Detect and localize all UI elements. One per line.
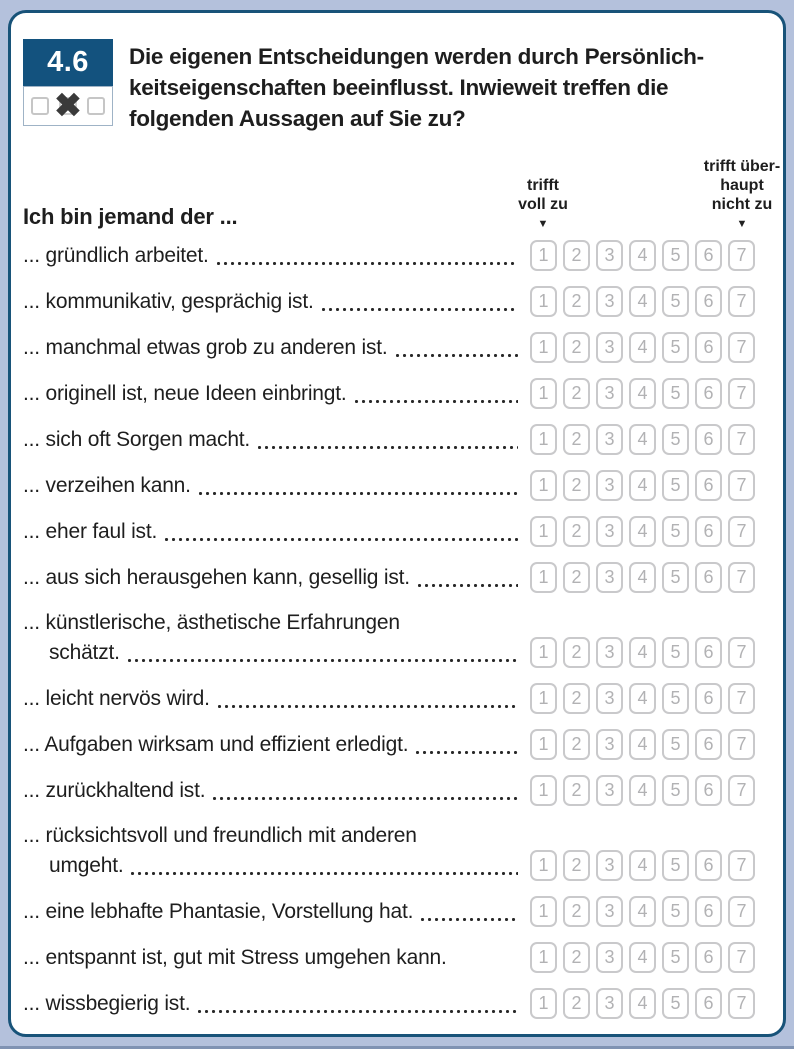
questionnaire-item <box>23 775 755 806</box>
scale-option[interactable]: 7 <box>728 850 755 881</box>
scale-option[interactable]: 7 <box>728 562 755 593</box>
item-statement <box>23 776 522 806</box>
questionnaire-item <box>23 516 755 547</box>
item-line-2 <box>23 638 522 668</box>
scale-option[interactable]: 2 <box>563 332 590 363</box>
scale-option[interactable]: 5 <box>662 562 689 593</box>
item-statement <box>23 425 522 455</box>
scale-option[interactable]: 4 <box>629 775 656 806</box>
scale-option[interactable]: 1 <box>530 729 557 760</box>
scale-option[interactable]: 1 <box>530 424 557 455</box>
dotted-leader <box>322 308 518 311</box>
questionnaire-item <box>23 470 755 501</box>
scale-label-right-line: nicht zu <box>711 196 773 213</box>
questionnaire-item <box>23 942 755 973</box>
scale-option[interactable]: 4 <box>629 988 656 1019</box>
scale-option[interactable]: 7 <box>728 332 755 363</box>
scale-option[interactable]: 7 <box>728 729 755 760</box>
scale-option[interactable]: 2 <box>563 470 590 501</box>
question-title-line: Die eigenen Entscheidungen werden durch Persönlich- <box>129 44 704 69</box>
scale-option[interactable]: 5 <box>662 850 689 881</box>
scale-option[interactable]: 6 <box>695 775 722 806</box>
scale-option[interactable]: 2 <box>563 562 590 593</box>
item-text: ... entspannt ist, gut mit Stress umgehen kann. <box>23 946 447 969</box>
scale-option[interactable]: 7 <box>728 424 755 455</box>
scale-options <box>530 240 755 271</box>
scale-option[interactable]: 6 <box>695 683 722 714</box>
scale-option[interactable]: 3 <box>596 942 623 973</box>
scale-option[interactable]: 1 <box>530 378 557 409</box>
scale-option[interactable]: 4 <box>629 850 656 881</box>
scale-options <box>530 332 755 363</box>
scale-options <box>530 988 755 1019</box>
down-arrow-icon: ▼ <box>537 218 549 230</box>
scale-options <box>530 896 755 927</box>
scale-option[interactable]: 3 <box>596 286 623 317</box>
scale-option[interactable]: 2 <box>563 988 590 1019</box>
item-line-1 <box>23 241 522 271</box>
dotted-leader <box>165 538 518 541</box>
scale-option[interactable]: 5 <box>662 637 689 668</box>
scale-option[interactable]: 3 <box>596 683 623 714</box>
scale-option[interactable]: 4 <box>629 332 656 363</box>
scale-options <box>530 562 755 593</box>
scale-option[interactable]: 7 <box>728 378 755 409</box>
item-statement <box>23 287 522 317</box>
item-line-2 <box>23 851 522 881</box>
dotted-leader <box>416 751 518 754</box>
scale-options <box>530 470 755 501</box>
empty-checkbox-icon <box>31 97 49 115</box>
scale-option[interactable]: 2 <box>563 896 590 927</box>
scale-option[interactable]: 6 <box>695 637 722 668</box>
scale-option[interactable]: 2 <box>563 775 590 806</box>
item-text: ... rücksichtsvoll und freundlich mit anderen <box>23 824 417 847</box>
item-line-1 <box>23 943 522 973</box>
scale-option[interactable]: 4 <box>629 240 656 271</box>
scale-option[interactable]: 1 <box>530 286 557 317</box>
scale-option[interactable]: 5 <box>662 896 689 927</box>
scale-labels-anchor <box>518 138 781 230</box>
item-statement <box>23 471 522 501</box>
scale-option[interactable]: 3 <box>596 516 623 547</box>
item-statement <box>23 989 522 1019</box>
scale-option[interactable]: 3 <box>596 470 623 501</box>
scale-option[interactable]: 2 <box>563 637 590 668</box>
scale-option[interactable]: 3 <box>596 240 623 271</box>
dotted-leader <box>218 705 518 708</box>
item-text: ... Aufgaben wirksam und effizient erledigt. <box>23 733 409 756</box>
scale-options <box>530 637 755 668</box>
scale-option[interactable]: 3 <box>596 850 623 881</box>
item-text: ... kommunikativ, gesprächig ist. <box>23 290 314 313</box>
scale-option[interactable]: 1 <box>530 896 557 927</box>
scale-option[interactable]: 4 <box>629 683 656 714</box>
scale-option[interactable]: 3 <box>596 988 623 1019</box>
scale-option[interactable]: 5 <box>662 424 689 455</box>
scale-option[interactable]: 6 <box>695 286 722 317</box>
scale-option[interactable]: 4 <box>629 378 656 409</box>
item-statement <box>23 379 522 409</box>
scale-options <box>530 286 755 317</box>
scale-label-left-line: trifft <box>527 177 559 194</box>
scale-option[interactable]: 1 <box>530 332 557 363</box>
questionnaire-item <box>23 332 755 363</box>
scale-option[interactable]: 2 <box>563 942 590 973</box>
item-statement <box>23 333 522 363</box>
item-text: ... wissbegierig ist. <box>23 992 191 1015</box>
scale-option[interactable]: 6 <box>695 378 722 409</box>
scale-options <box>530 378 755 409</box>
item-text: ... gründlich arbeitet. <box>23 244 209 267</box>
scale-header <box>23 138 781 230</box>
question-title-line: folgenden Aussagen auf Sie zu? <box>129 106 466 131</box>
item-statement <box>23 821 522 881</box>
item-text: ... originell ist, neue Ideen einbringt. <box>23 382 347 405</box>
scale-option[interactable]: 7 <box>728 286 755 317</box>
scale-option[interactable]: 7 <box>728 775 755 806</box>
scale-option[interactable]: 5 <box>662 942 689 973</box>
scale-option[interactable]: 5 <box>662 378 689 409</box>
scale-option[interactable]: 4 <box>629 562 656 593</box>
scale-option[interactable]: 5 <box>662 729 689 760</box>
scale-option[interactable]: 7 <box>728 470 755 501</box>
dotted-leader <box>213 797 518 800</box>
item-statement <box>23 517 522 547</box>
scale-option[interactable]: 2 <box>563 850 590 881</box>
item-line-1 <box>23 897 522 927</box>
item-text: schätzt. <box>49 641 120 664</box>
scale-option[interactable]: 6 <box>695 240 722 271</box>
scale-label-right-line: trifft über- <box>703 158 781 175</box>
dotted-leader <box>355 400 518 403</box>
scale-option[interactable]: 5 <box>662 332 689 363</box>
dotted-leader <box>217 262 518 265</box>
item-text: ... manchmal etwas grob zu anderen ist. <box>23 336 388 359</box>
scale-option[interactable]: 4 <box>629 942 656 973</box>
scale-options <box>530 775 755 806</box>
scale-option[interactable]: 1 <box>530 562 557 593</box>
question-number-badge: 4.6 <box>23 39 113 86</box>
questionnaire-item <box>23 988 755 1019</box>
scale-options <box>530 516 755 547</box>
scale-option[interactable]: 6 <box>695 516 722 547</box>
scale-option[interactable]: 4 <box>629 637 656 668</box>
scale-option[interactable]: 1 <box>530 637 557 668</box>
item-line-1 <box>23 517 522 547</box>
item-text: ... eine lebhafte Phantasie, Vorstellung hat. <box>23 900 414 923</box>
item-statement <box>23 897 522 927</box>
scale-option[interactable]: 1 <box>530 942 557 973</box>
questionnaire-item <box>23 896 755 927</box>
scale-option[interactable]: 6 <box>695 850 722 881</box>
dotted-leader <box>421 918 518 921</box>
scale-option[interactable]: 6 <box>695 729 722 760</box>
item-text: ... verzeihen kann. <box>23 474 191 497</box>
scale-option[interactable]: 4 <box>629 424 656 455</box>
scale-option[interactable]: 7 <box>728 942 755 973</box>
scale-option[interactable]: 2 <box>563 424 590 455</box>
scale-option[interactable]: 2 <box>563 683 590 714</box>
scale-option[interactable]: 3 <box>596 896 623 927</box>
item-statement <box>23 608 522 668</box>
item-line-1 <box>23 379 522 409</box>
scale-option[interactable]: 1 <box>530 988 557 1019</box>
item-line-1 <box>23 730 522 760</box>
questionnaire-card <box>8 10 786 1037</box>
scale-option[interactable]: 7 <box>728 683 755 714</box>
item-line-1 <box>23 563 522 593</box>
item-line-1 <box>23 821 522 851</box>
item-line-1 <box>23 684 522 714</box>
item-line-1 <box>23 287 522 317</box>
questionnaire-item <box>23 821 755 881</box>
scale-option[interactable]: 1 <box>530 470 557 501</box>
item-text: ... aus sich herausgehen kann, gesellig ist. <box>23 566 410 589</box>
scale-option[interactable]: 4 <box>629 286 656 317</box>
item-line-1 <box>23 333 522 363</box>
scale-option[interactable]: 3 <box>596 775 623 806</box>
scale-option[interactable]: 6 <box>695 896 722 927</box>
scale-option[interactable]: 5 <box>662 988 689 1019</box>
item-line-1 <box>23 471 522 501</box>
item-text: umgeht. <box>49 854 124 877</box>
item-text: ... zurückhaltend ist. <box>23 779 206 802</box>
dotted-leader <box>199 492 518 495</box>
item-text: ... sich oft Sorgen macht. <box>23 428 251 451</box>
scale-option[interactable]: 3 <box>596 332 623 363</box>
scale-label-right <box>704 157 780 230</box>
empty-checkbox-icon <box>87 97 105 115</box>
scale-option[interactable]: 5 <box>662 516 689 547</box>
items-list <box>23 240 755 1019</box>
scale-option[interactable]: 2 <box>563 516 590 547</box>
scale-option[interactable]: 1 <box>530 775 557 806</box>
scale-option[interactable]: 5 <box>662 683 689 714</box>
item-text: ... eher faul ist. <box>23 520 158 543</box>
item-line-1 <box>23 776 522 806</box>
scale-option[interactable]: 4 <box>629 470 656 501</box>
item-statement <box>23 684 522 714</box>
scale-option[interactable]: 7 <box>728 896 755 927</box>
item-line-1 <box>23 608 522 638</box>
scale-option[interactable]: 6 <box>695 942 722 973</box>
scale-options <box>530 683 755 714</box>
dotted-leader <box>396 354 518 357</box>
cross-mark-icon: ✖ <box>54 86 82 124</box>
item-text: ... leicht nervös wird. <box>23 687 210 710</box>
questionnaire-item <box>23 729 755 760</box>
dotted-leader <box>131 872 518 875</box>
scale-option[interactable]: 7 <box>728 516 755 547</box>
scale-option[interactable]: 7 <box>728 240 755 271</box>
scale-option[interactable]: 1 <box>530 516 557 547</box>
scale-option[interactable]: 5 <box>662 286 689 317</box>
scale-option[interactable]: 5 <box>662 775 689 806</box>
checkbox-instruction-icon <box>23 86 113 126</box>
scale-option[interactable]: 7 <box>728 637 755 668</box>
questionnaire-item <box>23 378 755 409</box>
item-line-1 <box>23 989 522 1019</box>
scale-label-left-line: voll zu <box>518 196 568 213</box>
scale-option[interactable]: 6 <box>695 988 722 1019</box>
scale-options <box>530 729 755 760</box>
scale-option[interactable]: 4 <box>629 896 656 927</box>
scale-option[interactable]: 2 <box>563 378 590 409</box>
scale-option[interactable]: 4 <box>629 516 656 547</box>
question-badge-column <box>23 39 113 134</box>
scale-option[interactable]: 5 <box>662 240 689 271</box>
intro-label: Ich bin jemand der ... <box>23 204 238 229</box>
scale-option[interactable]: 1 <box>530 683 557 714</box>
item-statement <box>23 241 522 271</box>
question-title-line: keitseigenschaften beeinflusst. Inwieweit treffen die <box>129 75 669 100</box>
scale-option[interactable]: 3 <box>596 729 623 760</box>
scale-option[interactable]: 6 <box>695 562 722 593</box>
scale-option[interactable]: 3 <box>596 424 623 455</box>
scale-options <box>530 424 755 455</box>
questionnaire-item <box>23 608 755 668</box>
dotted-leader <box>198 1010 518 1013</box>
scale-option[interactable]: 7 <box>728 988 755 1019</box>
scale-option[interactable]: 2 <box>563 240 590 271</box>
scale-option[interactable]: 3 <box>596 637 623 668</box>
dotted-leader <box>258 446 518 449</box>
item-statement <box>23 943 522 973</box>
scale-label-left <box>518 176 568 230</box>
scale-option[interactable]: 6 <box>695 332 722 363</box>
scale-option[interactable]: 1 <box>530 850 557 881</box>
scale-label-right-line: haupt <box>720 177 764 194</box>
questionnaire-item <box>23 286 755 317</box>
item-statement <box>23 563 522 593</box>
scale-option[interactable]: 4 <box>629 729 656 760</box>
question-title <box>129 39 704 134</box>
scale-option[interactable]: 6 <box>695 424 722 455</box>
scale-option[interactable]: 2 <box>563 729 590 760</box>
scale-option[interactable]: 1 <box>530 240 557 271</box>
scale-options <box>530 850 755 881</box>
questionnaire-item <box>23 683 755 714</box>
question-header <box>23 39 755 134</box>
item-line-1 <box>23 425 522 455</box>
scale-option[interactable]: 5 <box>662 470 689 501</box>
item-statement <box>23 730 522 760</box>
scale-option[interactable]: 6 <box>695 470 722 501</box>
dotted-leader <box>128 659 518 662</box>
dotted-leader <box>418 584 518 587</box>
questionnaire-item <box>23 240 755 271</box>
scale-option[interactable]: 3 <box>596 562 623 593</box>
questionnaire-item <box>23 562 755 593</box>
scale-options <box>530 942 755 973</box>
item-text: ... künstlerische, ästhetische Erfahrungen <box>23 611 400 634</box>
scale-option[interactable]: 3 <box>596 378 623 409</box>
scale-option[interactable]: 2 <box>563 286 590 317</box>
questionnaire-item <box>23 424 755 455</box>
down-arrow-icon: ▼ <box>736 218 748 230</box>
